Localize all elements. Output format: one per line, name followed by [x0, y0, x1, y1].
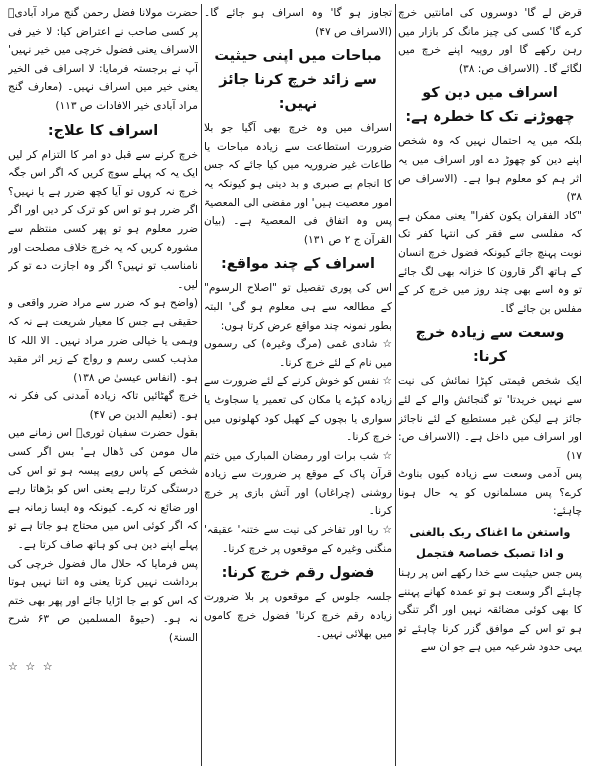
- paragraph: اسراف میں وہ خرچ بھی آگیا جو بلا ضرورت استطاعت سے زیادہ مباحات یا طاعات غیر ضروریہ میں کیا جائے کہ جس کا انجام بے صبری و بد دینی ہو کیونکہ یہ امور معصیت ہیں' اور مفضی الی المعصیۃ پس وہ اتفاق فی المعصیۃ ہے۔ (بیان القرآن ج ۲ ص ۱۳۱): [204, 122, 392, 246]
- arabic-verse: واستغن ما اغناک ربک بالغنی: [409, 525, 571, 540]
- section-heading: فضول رقم خرچ کرنا:: [221, 565, 375, 582]
- paragraph: پس جس حیثیت سے خدا رکھے اس پر رہنا چاہئے اگر وسعت ہو تو عمدہ کھانے پہننے کا بھی کوئی مضائقہ نہیں اور اگر تنگی ہو تو اس کے موافق گزر کرنا چاہئے تو یہی حدود شرعیہ میں ہے جو ان سے: [398, 567, 582, 654]
- paragraph: خرچ گھٹائیں تاکہ زیادہ آمدنی کی فکر نہ ہو۔ (تعلیم الدین ص ۴۷): [8, 390, 198, 421]
- arabic-verse: و اذا تصبک خصاصۃ فتجمل: [416, 546, 564, 561]
- paragraph: ☆ نفس کو خوش کرنے کے لئے ضرورت سے زیادہ کپڑے یا مکان کی تعمیر یا سجاوٹ یا سواری یا بچوں کے کھیل کود کھلونوں میں خرچ کرنا۔: [204, 375, 392, 444]
- paragraph: (واضح ہو کہ ضرر سے مراد ضرر واقعی و حقیقی ہے جس کا معیار شریعت ہے نہ کہ وہمی یا خیالی ضرر مراد نہیں۔ الا اللہ کا مذہب کسی رسم و رواج کے زیر اثر مقید ہو۔ (انفاس عیسیٰ ص ۱۳۸): [8, 297, 198, 384]
- section-heading: اسراف کا علاج:: [47, 122, 159, 139]
- column-divider: [201, 4, 202, 766]
- paragraph: تجاوز ہو گا' وہ اسراف ہو جائے گا۔ (الاسراف ص ۴۷): [204, 7, 392, 38]
- section-heading: اسراف میں دین کو چھوڑنے تک کا خطرہ ہے:: [405, 85, 575, 126]
- section-heading: وسعت سے زیادہ خرچ کرنا:: [415, 325, 565, 366]
- paragraph: ☆ ریا اور تفاخر کی نیت سے ختنہ' عقیقہ' منگنی وغیرہ کے موقعوں پر خرچ کرنا۔: [204, 524, 392, 555]
- paragraph: ☆ شادی غمی (مرگ وغیرہ) کی رسموں میں نام کے لئے خرچ کرنا۔: [204, 338, 392, 369]
- section-heading: مباحات میں اپنی حیثیت سے زائد خرچ کرنا جائز نہیں:: [214, 48, 382, 113]
- paragraph: جلسہ جلوس کے موقعوں پر بلا ضرورت زیادہ رقم خرچ کرنا' فضول خرچ کاموں میں بھلائی نہیں۔: [204, 591, 392, 641]
- column-middle: [204, 4, 392, 764]
- paragraph: حضرت مولانا فضل رحمن گنج مراد آبادیؒ پر کسی صاحب نے اعتراض کیا: لا خیر فی الاسراف یعنی فضول خرچی میں خیر نہیں' آپ نے برجستہ فرمایا: لا اسراف فی الخیر یعنی خیر میں اسراف نہیں۔ (معارف گنج مراد آبادی خیر الافادات ص ۱۱۳): [8, 7, 198, 112]
- paragraph: اس کی پوری تفصیل تو "اصلاح الرسوم" کے مطالعہ سے ہی معلوم ہو گی' البتہ بطور نمونہ چند مواقع عرض کرتا ہوں:: [204, 282, 392, 332]
- column-right: [398, 4, 582, 764]
- paragraph: ایک شخص قیمتی کپڑا نمائش کی نیت سے نہیں خریدتا' تو گنجائش والے کے لئے جائز ہے لیکن غیر مستطیع کے لئے ناجائز اور اسراف میں داخل ہے۔ (الاسراف ص: ۱۷): [398, 375, 582, 462]
- paragraph: قرض لے گا' دوسروں کی امانتیں خرچ کرے گا' کسی کی چیز مانگ کر بازار میں رہن رکھے گا اور روپیہ اپنے خرچ میں لگائے گا۔ (الاسراف ص: ۳۸): [398, 7, 582, 75]
- section-heading: اسراف کے چند مواقع:: [221, 256, 375, 273]
- section-end-stars: ☆ ☆ ☆: [8, 659, 55, 673]
- paragraph: پس آدمی وسعت سے زیادہ کیوں بناوٹ کرے؟ پس مسلمانوں کو یہ حال ہونا چاہئے:: [398, 468, 582, 518]
- paragraph: بقول حضرت سفیان ثوریؒ اس زمانے میں مال مومن کی ڈھال ہے' بس اگر کسی شخص کے پاس روپے پیسہ ہو تو اس کی درستگی کرتا رہے یعنی اس کو بڑھاتا رہے اور ضائع نہ کرے۔ کیونکہ وہ ایسا زمانہ ہے کہ اگر کوئی اس میں محتاج ہو جاتا ہے تو پہلے اپنے دین ہی کو ہاتھ صاف کرتا ہے۔: [8, 427, 198, 552]
- paragraph: پس فرمایا کہ حلال مال فضول خرچی کی برداشت نہیں کرتا یعنی وہ اتنا نہیں ہوتا کہ اس کو بے جا اڑایا جائے اور پھر بھی ختم نہ ہو۔ (حیوۃ المسلمین ص ۶۳ شرح السنۃ): [8, 557, 198, 644]
- paragraph: ☆ شب برات اور رمضان المبارک میں ختم قرآن پاک کے موقع پر ضرورت سے زیادہ روشنی (چراغاں) اور آتش بازی پر خرچ کرنا۔: [204, 449, 392, 518]
- paragraph: "کاد الفقران یکون کفرا" یعنی ممکن ہے کہ مفلسی سے فقر کی انتہا کفر تک نوبت پہنچ جائے کیونکہ فضول خرچ انسان کے ہاتھ اگر قارون کا خزانہ بھی لگ جائے تو وہ اسے بھی چند روز میں خرچ کر کے مفلس بن جائے گا۔: [398, 209, 582, 315]
- column-divider: [395, 4, 396, 766]
- column-left: [8, 4, 198, 764]
- paragraph: خرچ کرنے سے قبل دو امر کا التزام کر لیں ایک یہ کہ پہلے سوچ کریں کہ اگر اس جگہ خرچ نہ کروں تو آیا کچھ ضرر ہے یا نہیں؟ اگر ضرر ہو تو اس کو ترک کر دیں اور اگر ضرر معلوم ہو تو پھر کسی منتظم سے مشورہ کریں کہ یہ خرچ خلاف مصلحت اور نامناسب تو نہیں؟ اگر وہ اجازت دے تو کر لیں۔: [8, 148, 198, 291]
- paragraph: بلکہ میں یہ احتمال نہیں کہ وہ شخص اپنے دین کو چھوڑ دے اور اسراف میں یہ اثر ہم کو معلوم ہوا ہے۔ (الاسراف ص ۳۸): [398, 135, 582, 204]
